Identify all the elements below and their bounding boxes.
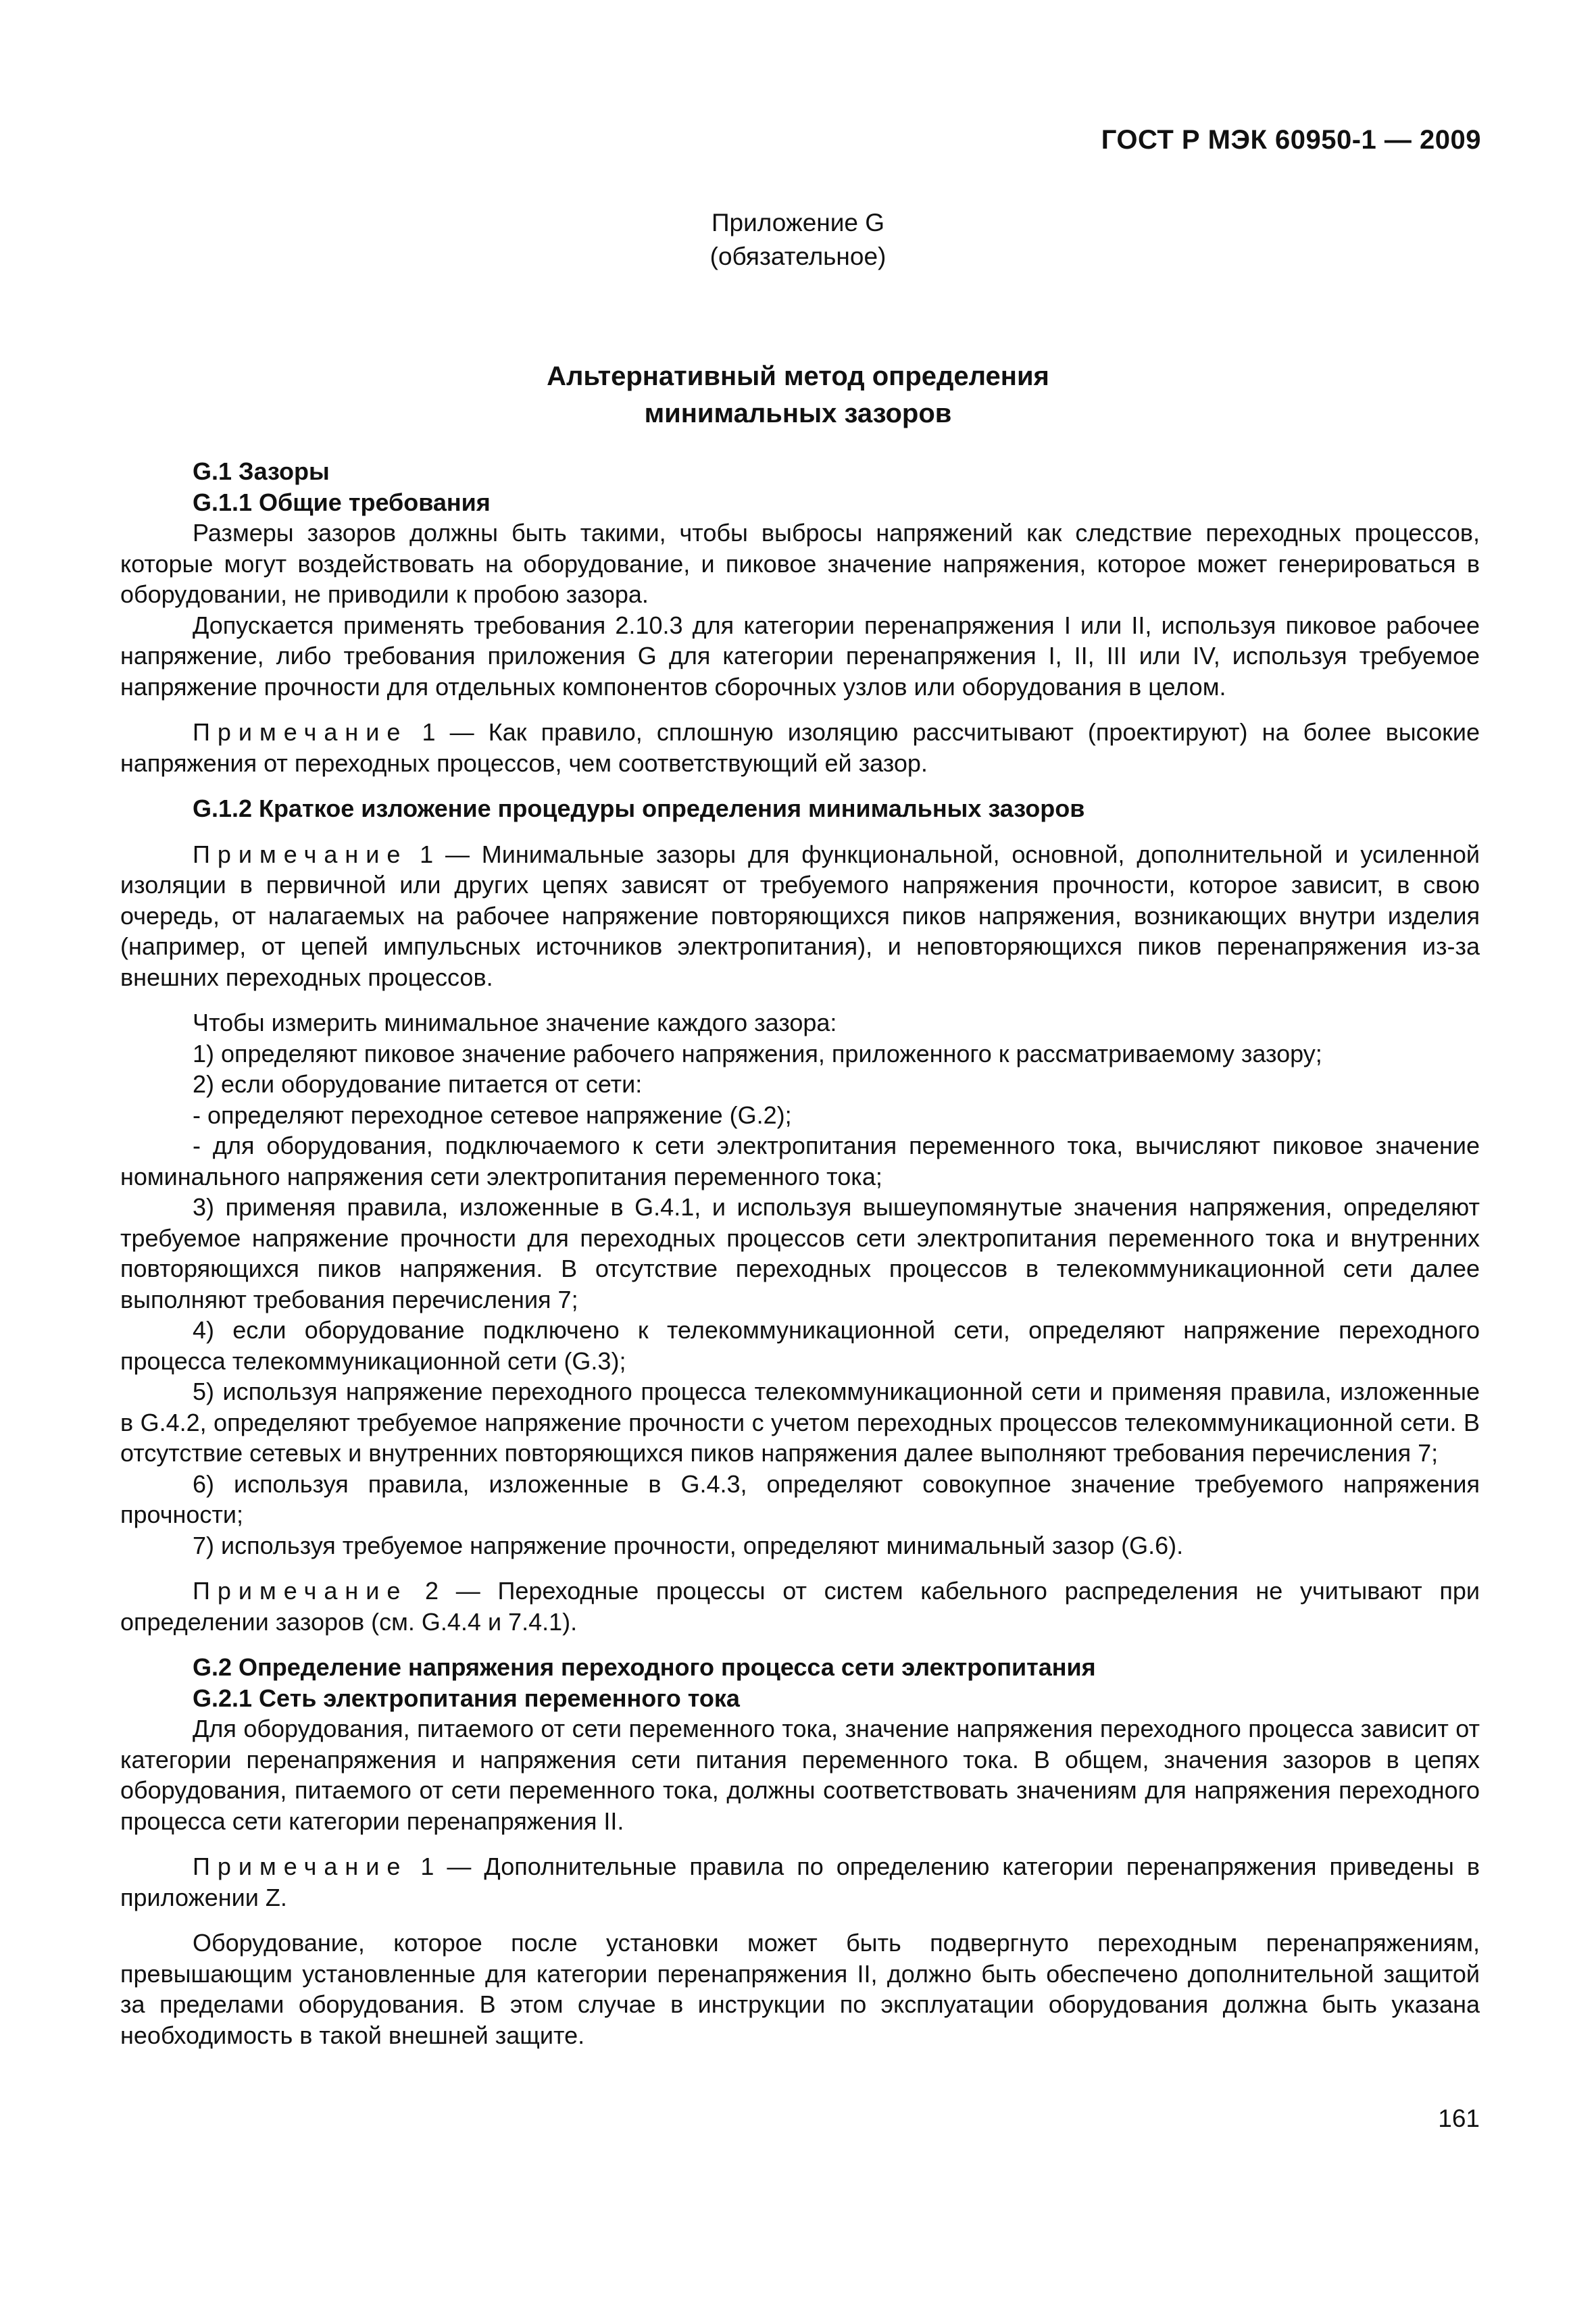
document-title bbox=[0, 358, 1596, 432]
note-label: Примечание bbox=[193, 718, 408, 746]
list-item: 6) используя правила, изложенные в G.4.3, определяют совокупное значение требуемого напряжения прочности; bbox=[120, 1469, 1480, 1528]
paragraph: Допускается применять требования 2.10.3 для категории перенапряжения I или II, используя пиковое рабочее напряжение, либо требования приложения G для категории перенапряжения I, II, III или IV, используя требуемое напряжение прочности для отдельных компонентов сборочных узлов или оборудования в целом. bbox=[120, 611, 1480, 701]
note-label: Примечание bbox=[193, 1853, 408, 1880]
list-item: 3) применяя правила, изложенные в G.4.1, и используя вышеупомянутые значения напряжения, определяют требуемое напряжение прочности для переходных процессов сети электропитания переменного тока и внутренних повторяющихся пиков напряжения. В отсутствие переходных процессов в телекоммуникационной сети далее выполняют требования перечисления 7; bbox=[120, 1193, 1480, 1313]
paragraph: Для оборудования, питаемого от сети переменного тока, значение напряжения переходного процесса зависит от категории перенапряжения и напряжения сети питания переменного тока. В общем, значения зазоров в цепях оборудования, питаемого от сети переменного тока, должны соответствовать значениям для напряжения переходного процесса сети категории перенапряжения II. bbox=[120, 1715, 1480, 1835]
list-item: - определяют переходное сетевое напряжение (G.2); bbox=[193, 1101, 792, 1129]
paragraph: Оборудование, которое после установки может быть подвергнуто переходным перенапряжениям, превышающим установленные для категории перенапряжения II, должно быть обеспечено дополнительной защитой за пределами оборудования. В этом случае в инструкции по эксплуатации оборудования должна быть указана необходимость в такой внешней защите. bbox=[120, 1929, 1480, 2049]
title-line-2: минимальных зазоров bbox=[644, 399, 952, 428]
note-text: 1 — Как правило, сплошную изоляцию рассчитывают (проектируют) на более высокие напряжения от переходных процессов, чем соответствующий ей зазор. bbox=[120, 718, 1480, 777]
section-heading-g11: G.1.1 Общие требования bbox=[193, 488, 491, 516]
document-body bbox=[120, 456, 1480, 2051]
list-item: - для оборудования, подключаемого к сети электропитания переменного тока, вычисляют пиковое значение номинального напряжения сети электропитания переменного тока; bbox=[120, 1132, 1480, 1190]
list-item: 5) используя напряжение переходного процесса телекоммуникационной сети и применяя правила, изложенные в G.4.2, определяют требуемое напряжение прочности с учетом переходных процессов телекоммуникационной сети. В отсутствие сетевых и внутренних повторяющихся пиков напряжения далее выполняют требования перечисления 7; bbox=[120, 1378, 1480, 1467]
note bbox=[120, 1576, 1480, 1637]
list-intro: Чтобы измерить минимальное значение каждого зазора: bbox=[193, 1009, 837, 1036]
annex-title: Приложение G bbox=[711, 209, 885, 236]
section-heading-g21: G.2.1 Сеть электропитания переменного тока bbox=[193, 1684, 740, 1712]
list-item: 1) определяют пиковое значение рабочего напряжения, приложенного к рассматриваемому зазору; bbox=[193, 1039, 1322, 1067]
section-heading-g1: G.1 Зазоры bbox=[193, 457, 330, 485]
note bbox=[120, 717, 1480, 778]
note bbox=[120, 839, 1480, 993]
section-heading-g2: G.2 Определение напряжения переходного процесса сети электропитания bbox=[193, 1653, 1096, 1681]
annex-heading bbox=[0, 206, 1596, 274]
title-line-1: Альтернативный метод определения bbox=[547, 361, 1049, 391]
list-item: 2) если оборудование питается от сети: bbox=[193, 1070, 643, 1098]
list-item: 7) используя требуемое напряжение прочности, определяют минимальный зазор (G.6). bbox=[193, 1531, 1184, 1559]
list-item: 4) если оборудование подключено к телекоммуникационной сети, определяют напряжение переходного процесса телекоммуникационной сети (G.3); bbox=[120, 1316, 1480, 1375]
note-text: 2 — Переходные процессы от систем кабельного распределения не учитывают при определении зазоров (см. G.4.4 и 7.4.1). bbox=[120, 1577, 1480, 1636]
page-number: 161 bbox=[1438, 2105, 1480, 2132]
note-label: Примечание bbox=[193, 840, 408, 868]
annex-subtitle: (обязательное) bbox=[709, 243, 887, 270]
note-label: Примечание bbox=[193, 1577, 408, 1605]
note-text: 1 — Дополнительные правила по определению категории перенапряжения приведены в приложении Z. bbox=[120, 1853, 1480, 1911]
paragraph: Размеры зазоров должны быть такими, чтобы выбросы напряжений как следствие переходных процессов, которые могут воздействовать на оборудование, и пиковое значение напряжения, которое может генерироваться в оборудовании, не приводили к пробою зазора. bbox=[120, 519, 1480, 608]
section-heading-g12: G.1.2 Краткое изложение процедуры определения минимальных зазоров bbox=[193, 795, 1085, 822]
document-header: ГОСТ Р МЭК 60950-1 — 2009 bbox=[1101, 125, 1481, 155]
note-text: 1 — Минимальные зазоры для функциональной, основной, дополнительной и усиленной изоляции в первичной или других цепях зависят от требуемого напряжения прочности, которое зависит, в свою очередь, от налагаемых на рабочее напряжение повторяющихся пиков напряжения, возникающих внутри изделия (например, от цепей импульсных источников электропитания), и неповторяющихся пиков перенапряжения из-за внешних переходных процессов. bbox=[120, 840, 1480, 991]
note bbox=[120, 1851, 1480, 1913]
